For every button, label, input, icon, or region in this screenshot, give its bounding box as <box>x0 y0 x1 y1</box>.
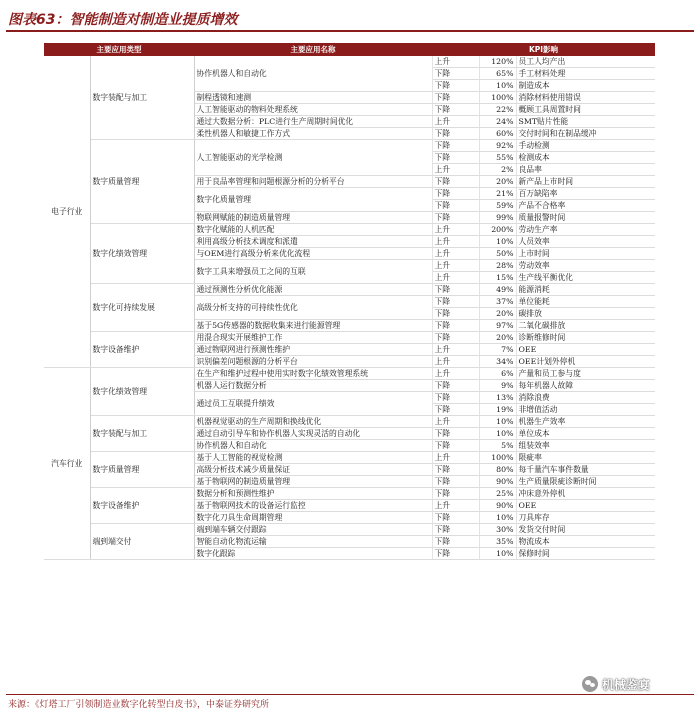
direction-cell: 下降 <box>432 152 479 164</box>
percent-cell: 22% <box>479 104 516 116</box>
kpi-cell: 组装效率 <box>516 440 655 452</box>
application-cell: 通过大数据分析：PLC进行生产周期时间优化 <box>194 116 432 128</box>
kpi-cell: 非增值活动 <box>516 404 655 416</box>
kpi-cell: 消除材料使用错误 <box>516 92 655 104</box>
kpi-cell: 限疵率 <box>516 452 655 464</box>
category-cell: 数字设备维护 <box>90 332 194 368</box>
direction-cell: 上升 <box>432 56 479 68</box>
kpi-cell: 生产质量限疵诊断时间 <box>516 476 655 488</box>
percent-cell: 100% <box>479 452 516 464</box>
direction-cell: 下降 <box>432 380 479 392</box>
table-row <box>44 332 655 344</box>
application-cell: 与OEM进行高级分析来优化流程 <box>194 248 432 260</box>
kpi-cell: 单位能耗 <box>516 296 655 308</box>
kpi-cell: 良品率 <box>516 164 655 176</box>
application-cell: 通过物联网进行预测性维护 <box>194 344 432 356</box>
percent-cell: 37% <box>479 296 516 308</box>
direction-cell: 下降 <box>432 332 479 344</box>
application-cell: 基于5G传感器的数据收集来进行能源管理 <box>194 320 432 332</box>
kpi-cell: SMT贴片性能 <box>516 116 655 128</box>
direction-cell: 下降 <box>432 440 479 452</box>
percent-cell: 9% <box>479 380 516 392</box>
direction-cell: 下降 <box>432 464 479 476</box>
header-app-type: 主要应用类型 <box>44 43 194 56</box>
percent-cell: 24% <box>479 116 516 128</box>
application-cell: 通过自动引导车和协作机器人实现灵活的自动化 <box>194 428 432 440</box>
application-cell: 协作机器人和自动化 <box>194 56 432 92</box>
kpi-cell: 新产品上市时间 <box>516 176 655 188</box>
direction-cell: 下降 <box>432 92 479 104</box>
percent-cell: 19% <box>479 404 516 416</box>
watermark <box>582 674 650 694</box>
application-cell: 通过员工互联提升绩效 <box>194 392 432 416</box>
header-app-name: 主要应用名称 <box>194 43 432 56</box>
figure-header <box>6 6 694 32</box>
kpi-cell: 冲床意外停机 <box>516 488 655 500</box>
direction-cell: 上升 <box>432 344 479 356</box>
application-cell: 通过预测性分析优化能源 <box>194 284 432 296</box>
direction-cell: 上升 <box>432 224 479 236</box>
percent-cell: 7% <box>479 344 516 356</box>
application-cell: 机器人运行数据分析 <box>194 380 432 392</box>
category-cell: 数字化绩效管理 <box>90 368 194 416</box>
kpi-cell: 百万缺陷率 <box>516 188 655 200</box>
application-cell: 数据分析和预测性维护 <box>194 488 432 500</box>
kpi-cell: 上市时间 <box>516 248 655 260</box>
category-cell: 数字质量管理 <box>90 452 194 488</box>
percent-cell: 55% <box>479 152 516 164</box>
kpi-cell: 单位成本 <box>516 428 655 440</box>
percent-cell: 10% <box>479 512 516 524</box>
percent-cell: 25% <box>479 488 516 500</box>
kpi-cell: 发货交付时间 <box>516 524 655 536</box>
application-cell: 人工智能驱动的光学检测 <box>194 140 432 176</box>
percent-cell: 49% <box>479 284 516 296</box>
application-cell: 智能自动化物流运输 <box>194 536 432 548</box>
source-note <box>6 694 694 710</box>
percent-cell: 10% <box>479 80 516 92</box>
direction-cell: 上升 <box>432 416 479 428</box>
direction-cell: 下降 <box>432 140 479 152</box>
direction-cell: 上升 <box>432 356 479 368</box>
kpi-cell: OEE <box>516 500 655 512</box>
category-cell: 端到端交付 <box>90 524 194 560</box>
application-cell: 端到端车辆交付跟踪 <box>194 524 432 536</box>
table-row <box>44 56 655 68</box>
kpi-cell: 保修时间 <box>516 548 655 560</box>
percent-cell: 15% <box>479 272 516 284</box>
table-row <box>44 368 655 380</box>
percent-cell: 13% <box>479 392 516 404</box>
kpi-cell: 交付时间和在制品缓冲 <box>516 128 655 140</box>
kpi-cell: 消除浪费 <box>516 392 655 404</box>
percent-cell: 20% <box>479 176 516 188</box>
kpi-cell: 机器生产效率 <box>516 416 655 428</box>
application-cell: 基于人工智能的视觉检测 <box>194 452 432 464</box>
kpi-cell: 产量和员工参与度 <box>516 368 655 380</box>
kpi-cell: 碳排放 <box>516 308 655 320</box>
table-row <box>44 140 655 152</box>
table-header-row <box>44 43 655 56</box>
direction-cell: 下降 <box>432 284 479 296</box>
percent-cell: 34% <box>479 356 516 368</box>
source-text: 来源：《灯塔工厂引领制造业数字化转型白皮书》，中泰证券研究所 <box>8 700 270 710</box>
application-cell: 数字化刀具生命周期管理 <box>194 512 432 524</box>
kpi-cell: 员工人均产出 <box>516 56 655 68</box>
percent-cell: 90% <box>479 500 516 512</box>
direction-cell: 下降 <box>432 80 479 92</box>
direction-cell: 下降 <box>432 188 479 200</box>
kpi-cell: OEE计划外停机 <box>516 356 655 368</box>
table-body <box>44 56 655 560</box>
kpi-cell: 劳动生产率 <box>516 224 655 236</box>
percent-cell: 99% <box>479 212 516 224</box>
percent-cell: 2% <box>479 164 516 176</box>
direction-cell: 上升 <box>432 272 479 284</box>
kpi-cell: 手工材料处理 <box>516 68 655 80</box>
direction-cell: 上升 <box>432 248 479 260</box>
table-row <box>44 452 655 464</box>
percent-cell: 97% <box>479 320 516 332</box>
direction-cell: 下降 <box>432 308 479 320</box>
direction-cell: 上升 <box>432 452 479 464</box>
table-row <box>44 524 655 536</box>
kpi-cell: 二氧化碳排放 <box>516 320 655 332</box>
percent-cell: 20% <box>479 332 516 344</box>
application-cell: 利用高级分析技术调度和派遣 <box>194 236 432 248</box>
percent-cell: 21% <box>479 188 516 200</box>
category-cell: 数字装配与加工 <box>90 416 194 452</box>
industry-cell: 汽车行业 <box>44 368 90 560</box>
kpi-cell: 制造成本 <box>516 80 655 92</box>
direction-cell: 下降 <box>432 488 479 500</box>
percent-cell: 28% <box>479 260 516 272</box>
application-cell: 高级分析支持的可持续性优化 <box>194 296 432 320</box>
percent-cell: 90% <box>479 476 516 488</box>
percent-cell: 30% <box>479 524 516 536</box>
percent-cell: 92% <box>479 140 516 152</box>
direction-cell: 下降 <box>432 476 479 488</box>
direction-cell: 下降 <box>432 428 479 440</box>
application-cell: 用混合现实开展维护工作 <box>194 332 432 344</box>
percent-cell: 20% <box>479 308 516 320</box>
kpi-cell: 劳动效率 <box>516 260 655 272</box>
percent-cell: 59% <box>479 200 516 212</box>
kpi-cell: 生产线平衡优化 <box>516 272 655 284</box>
direction-cell: 下降 <box>432 536 479 548</box>
application-cell: 基于物联网技术的设备运行监控 <box>194 500 432 512</box>
table-row <box>44 284 655 296</box>
direction-cell: 下降 <box>432 512 479 524</box>
direction-cell: 下降 <box>432 68 479 80</box>
direction-cell: 上升 <box>432 500 479 512</box>
kpi-cell: 检测成本 <box>516 152 655 164</box>
direction-cell: 上升 <box>432 260 479 272</box>
application-cell: 高级分析技术减少质量保证 <box>194 464 432 476</box>
category-cell: 数字化可持续发展 <box>90 284 194 332</box>
application-cell: 制程透镜和速测 <box>194 92 432 104</box>
kpi-cell: 人员效率 <box>516 236 655 248</box>
kpi-cell: 概顾工具周置时间 <box>516 104 655 116</box>
wechat-icon <box>582 676 598 692</box>
direction-cell: 下降 <box>432 128 479 140</box>
direction-cell: 下降 <box>432 296 479 308</box>
direction-cell: 上升 <box>432 116 479 128</box>
application-cell: 柔性机器人和敏捷工作方式 <box>194 128 432 140</box>
category-cell: 数字装配与加工 <box>90 56 194 140</box>
percent-cell: 50% <box>479 248 516 260</box>
application-cell: 识别偏差问题根源的分析平台 <box>194 356 432 368</box>
direction-cell: 下降 <box>432 212 479 224</box>
direction-cell: 上升 <box>432 236 479 248</box>
kpi-cell: 产品不合格率 <box>516 200 655 212</box>
figure-title: 图表63：智能制造对制造业提质增效 <box>8 12 238 28</box>
percent-cell: 6% <box>479 368 516 380</box>
application-cell: 物联网赋能的制造质量管理 <box>194 212 432 224</box>
kpi-cell: 物流成本 <box>516 536 655 548</box>
application-cell: 数字化质量管理 <box>194 188 432 212</box>
kpi-cell: 每年机器人故障 <box>516 380 655 392</box>
category-cell: 数字质量管理 <box>90 140 194 224</box>
kpi-cell: OEE <box>516 344 655 356</box>
kpi-cell: 手动检测 <box>516 140 655 152</box>
industry-cell: 电子行业 <box>44 56 90 368</box>
category-cell: 数字化绩效管理 <box>90 224 194 284</box>
percent-cell: 120% <box>479 56 516 68</box>
application-cell: 人工智能驱动的物料处理系统 <box>194 104 432 116</box>
application-cell: 在生产和维护过程中使用实时数字化绩效管理系统 <box>194 368 432 380</box>
direction-cell: 上升 <box>432 164 479 176</box>
kpi-cell: 诊断维修时间 <box>516 332 655 344</box>
kpi-cell: 质量报警时间 <box>516 212 655 224</box>
application-cell: 用于良品率管理和问题根源分析的分析平台 <box>194 176 432 188</box>
application-cell: 数字化赋能的人机匹配 <box>194 224 432 236</box>
direction-cell: 下降 <box>432 548 479 560</box>
percent-cell: 10% <box>479 236 516 248</box>
kpi-cell: 能源消耗 <box>516 284 655 296</box>
direction-cell: 下降 <box>432 404 479 416</box>
table-row <box>44 416 655 428</box>
percent-cell: 200% <box>479 224 516 236</box>
percent-cell: 80% <box>479 464 516 476</box>
direction-cell: 下降 <box>432 392 479 404</box>
direction-cell: 下降 <box>432 524 479 536</box>
direction-cell: 下降 <box>432 320 479 332</box>
percent-cell: 10% <box>479 548 516 560</box>
table-row <box>44 224 655 236</box>
header-kpi: KPI影响 <box>432 43 655 56</box>
application-cell: 数字化跟踪 <box>194 548 432 560</box>
direction-cell: 上升 <box>432 368 479 380</box>
percent-cell: 10% <box>479 428 516 440</box>
kpi-table <box>44 43 655 560</box>
percent-cell: 60% <box>479 128 516 140</box>
direction-cell: 下降 <box>432 200 479 212</box>
direction-cell: 下降 <box>432 104 479 116</box>
percent-cell: 100% <box>479 92 516 104</box>
percent-cell: 10% <box>479 416 516 428</box>
application-cell: 协作机器人和自动化 <box>194 440 432 452</box>
percent-cell: 35% <box>479 536 516 548</box>
watermark-text: 机械鉴宴 <box>602 677 651 692</box>
kpi-cell: 每千量汽车事件数量 <box>516 464 655 476</box>
application-cell: 数字工具来增强员工之间的互联 <box>194 260 432 284</box>
application-cell: 机器视觉驱动的生产周期和换线优化 <box>194 416 432 428</box>
percent-cell: 65% <box>479 68 516 80</box>
table-row <box>44 488 655 500</box>
direction-cell: 下降 <box>432 176 479 188</box>
category-cell: 数字设备维护 <box>90 488 194 524</box>
kpi-cell: 刀具库存 <box>516 512 655 524</box>
percent-cell: 5% <box>479 440 516 452</box>
application-cell: 基于物联网的制造质量管理 <box>194 476 432 488</box>
